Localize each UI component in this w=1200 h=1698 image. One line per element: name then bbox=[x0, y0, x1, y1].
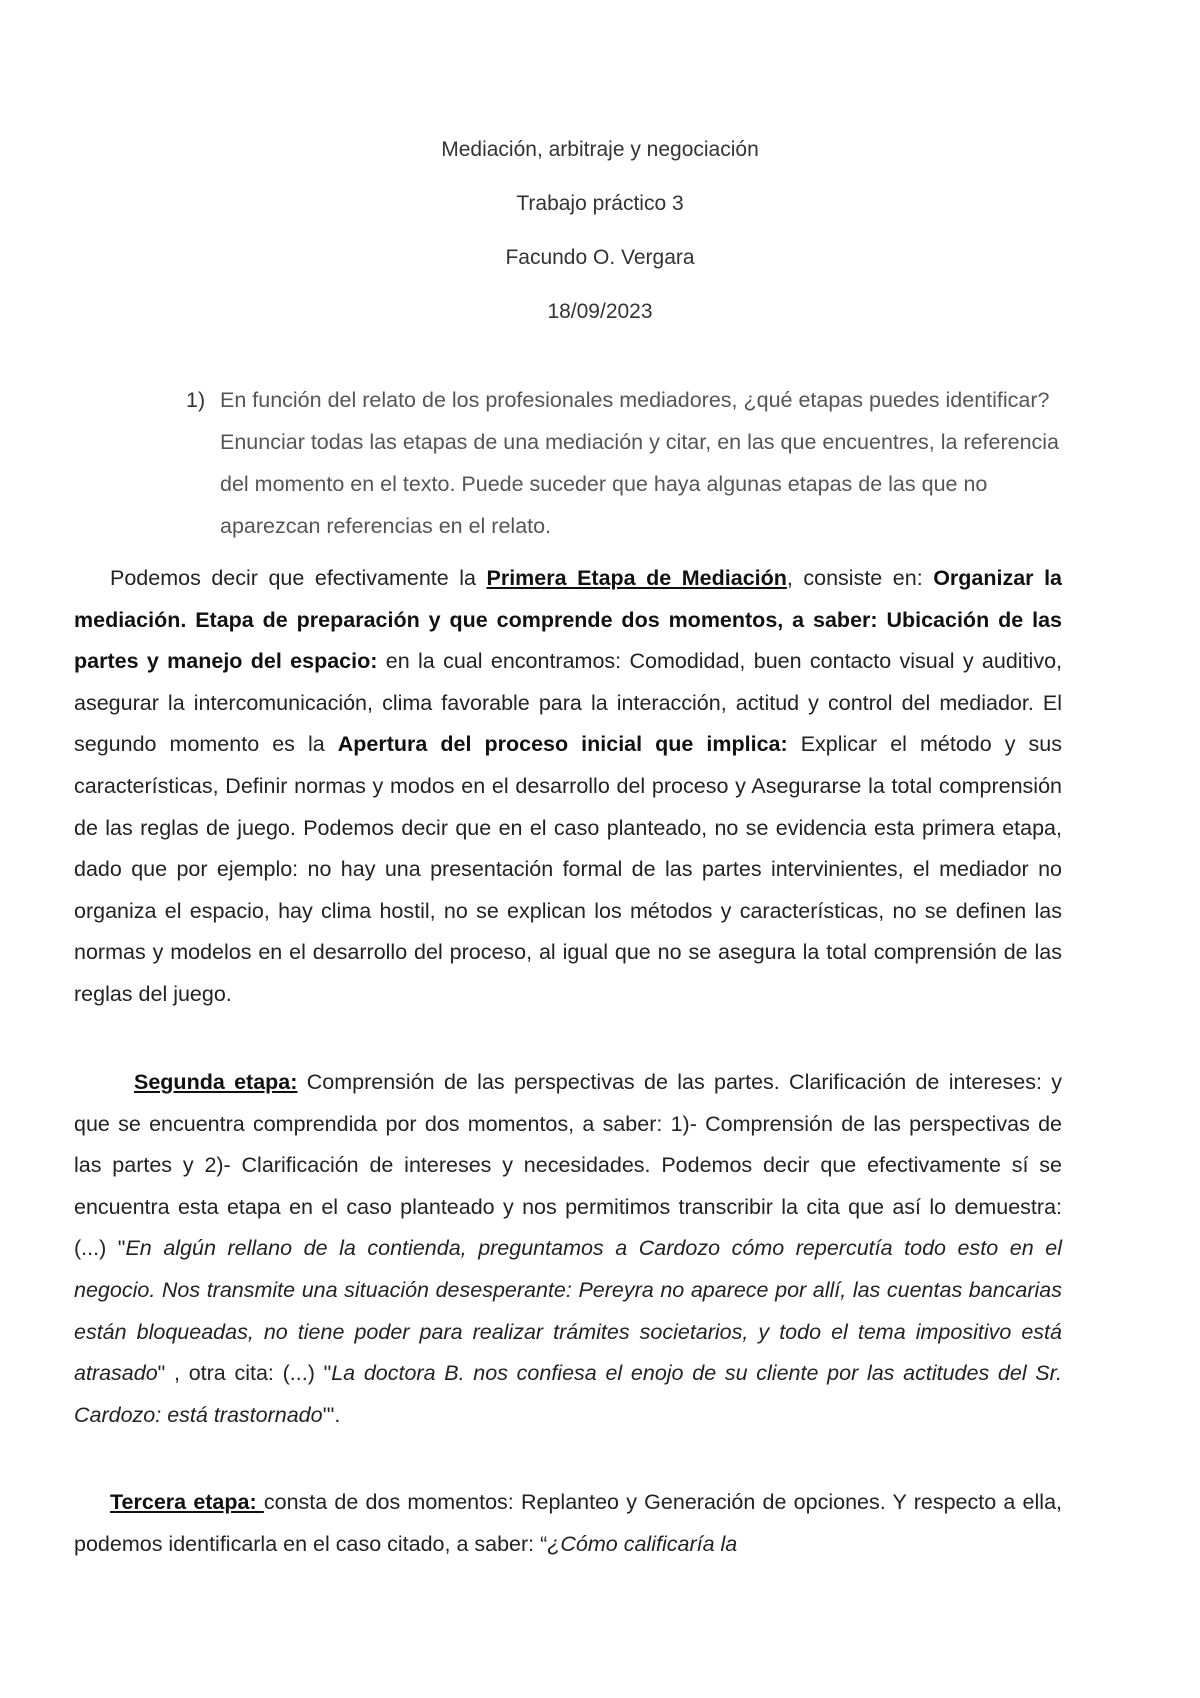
question-text: En función del relato de los profesionales mediadores, ¿qué etapas puedes identificar? Enunciar todas las etapas de una mediación y citar, en las que encuentres, la referencia del momento en el texto. Puede suceder que haya algunas etapas de las que no aparezcan referencias en el relato. bbox=[220, 388, 1060, 538]
second-stage-text-1: Comprensión de las perspectivas de las partes. Clarificación de intereses: y que se encuentra comprendida por dos momentos, a saber: 1)- Comprensión de las perspectivas de las partes y 2)- Clarificación de intereses y necesidades. Podemos decir que efectivamente sí se encuentra esta etapa en el caso planteado y nos permitimos transcribir la cita que así lo demuestra: (...) " bbox=[74, 1070, 1062, 1261]
third-stage-title: Tercera etapa: bbox=[110, 1490, 264, 1514]
second-stage-quote-1: En algún rellano de la contienda, preguntamos a Cardozo cómo repercutía todo esto en el negocio. Nos transmite una situación desesperante: Pereyra no aparece por allí, las cuentas bancarias están bloqueadas, no tiene poder para realizar trámites societarios, y todo el tema impositivo está atrasado bbox=[74, 1236, 1062, 1386]
paragraph-intro: Podemos decir que efectivamente la bbox=[110, 566, 487, 590]
paragraph-second-stage bbox=[74, 1062, 1062, 1436]
first-stage-bold-1: Organizar la mediación. Etapa de preparación y que comprende dos momentos, a saber: Ubicación de las partes y manejo del espacio: bbox=[74, 566, 1062, 674]
question-number: 1) bbox=[186, 388, 206, 412]
third-stage-quote-1: ¿Cómo calificaría la bbox=[547, 1531, 738, 1556]
second-stage-title: Segunda etapa: bbox=[134, 1070, 298, 1094]
second-stage-text-3: '". bbox=[322, 1402, 341, 1427]
first-stage-after-title: , consiste en: bbox=[786, 566, 934, 590]
author-name: Facundo O. Vergara bbox=[505, 246, 695, 269]
first-stage-text-2: Explicar el método y sus características, Definir normas y modos en el desarrollo del proceso y Asegurarse la total comprensión de las reglas de juego. Podemos decir que en el caso planteado, no se evidencia esta primera etapa, dado que por ejemplo: no hay una presentación formal de las partes intervinientes, el mediador no organiza el espacio, hay clima hostil, no se explican los métodos y características, no se definen las normas y modelos en el desarrollo del proceso, al igual que no se asegura la total comprensión de las reglas del juego. bbox=[74, 732, 1062, 1006]
second-stage-quote-2: La doctora B. nos confiesa el enojo de su cliente por las actitudes del Sr. Cardozo: está trastornado bbox=[74, 1361, 1062, 1427]
second-stage-text-2: " , otra cita: (...) " bbox=[157, 1361, 332, 1386]
document-date: 18/09/2023 bbox=[547, 300, 653, 323]
first-stage-text-1: en la cual encontramos: Comodidad, buen contacto visual y auditivo, asegurar la intercomunicación, clima favorable para la interacción, actitud y control del mediador. El segundo momento es la bbox=[74, 649, 1062, 757]
question-item bbox=[186, 379, 1066, 547]
course-title: Mediación, arbitraje y negociación bbox=[441, 138, 759, 161]
first-stage-bold-2: Apertura del proceso inicial que implica: bbox=[337, 732, 788, 757]
assignment-title: Trabajo práctico 3 bbox=[516, 192, 684, 215]
third-stage-text-1: consta de dos momentos: Replanteo y Generación de opciones. Y respecto a ella, podemos identificarla en el caso citado, a saber: “ bbox=[74, 1490, 1063, 1556]
paragraph-first-stage bbox=[74, 558, 1062, 1016]
first-stage-title: Primera Etapa de Mediación bbox=[486, 566, 787, 590]
paragraph-third-stage bbox=[74, 1482, 1062, 1565]
